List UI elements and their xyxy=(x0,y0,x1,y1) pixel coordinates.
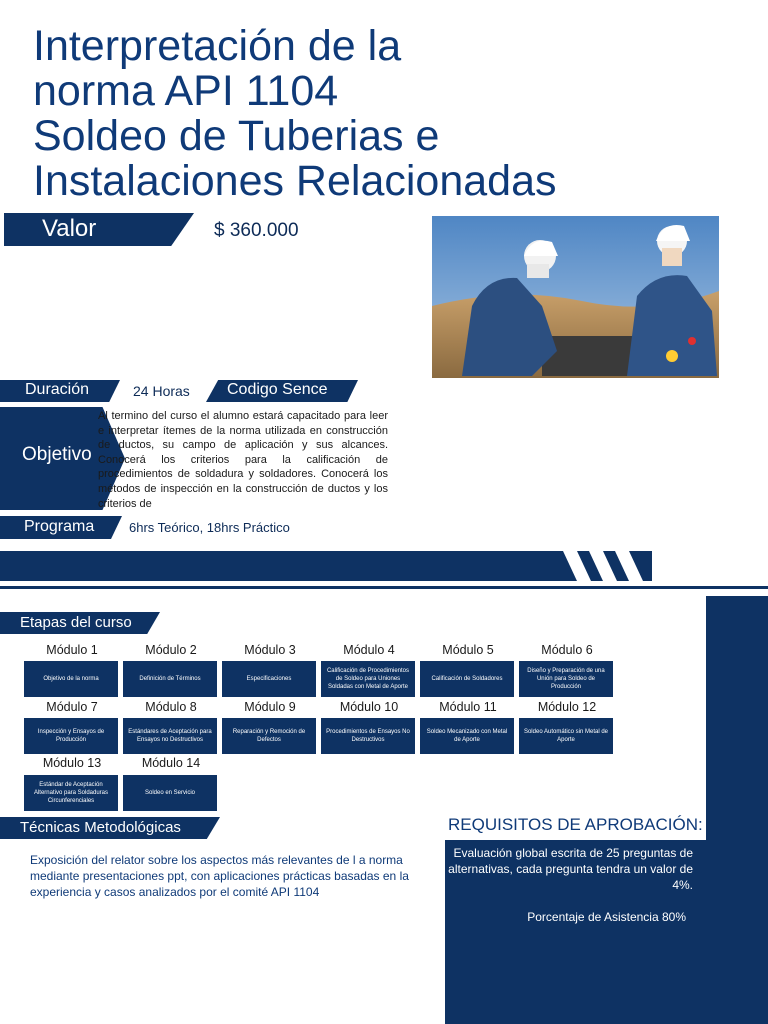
duracion-label: Duración xyxy=(25,381,90,398)
module-label: Módulo 4 xyxy=(343,643,395,657)
title-line-1: Interpretación de la xyxy=(33,22,402,70)
module-box: Procedimientos de Ensayos No Destructivos xyxy=(321,718,415,754)
title-line-4: Instalaciones Relacionadas xyxy=(33,157,557,205)
duracion-value: 24 Horas xyxy=(133,383,190,399)
title-line-3: Soldeo de Tuberias e xyxy=(33,112,440,160)
requisitos-attendance: Porcentaje de Asistencia 80% xyxy=(527,910,686,924)
tecnicas-text: Exposición del relator sobre los aspectos más relevantes de l a norma mediante presentaciones ppt, con aplicaciones prácticas basadas en la experiencia y casos analizados por el comité API 1104 xyxy=(30,853,409,899)
module-label: Módulo 3 xyxy=(244,643,296,657)
right-sidebar-band xyxy=(706,596,768,1024)
course-title xyxy=(33,24,733,204)
module-label: Módulo 12 xyxy=(537,700,597,714)
module-label: Módulo 8 xyxy=(145,700,197,714)
module-box: Estándar de Aceptación Alternativo para Soldaduras Circunferenciales xyxy=(24,775,118,811)
valor-label: Valor xyxy=(42,215,97,242)
welders-photo xyxy=(432,216,719,378)
module-label: Módulo 5 xyxy=(442,643,494,657)
module-box: Calificación de Procedimientos de Soldeo para Uniones Soldadas con Metal de Aporte xyxy=(321,661,415,697)
divider-band xyxy=(0,551,652,581)
module-label: Módulo 7 xyxy=(46,700,98,714)
module-box: Estándares de Aceptación para Ensayos no Destructivos xyxy=(123,718,217,754)
module-label: Módulo 10 xyxy=(339,700,399,714)
price-value: $ 360.000 xyxy=(214,220,299,241)
module-box: Soldeo Automático sin Metal de Aporte xyxy=(519,718,613,754)
module-box: Objetivo de la norma xyxy=(24,661,118,697)
module-label: Módulo 9 xyxy=(244,700,296,714)
module-box: Diseño y Preparación de una Unión para Soldeo de Producción xyxy=(519,661,613,697)
module-box: Soldeo Mecanizado con Metal de Aporte xyxy=(420,718,514,754)
valor-band xyxy=(4,213,194,246)
module-box: Especificaciones xyxy=(222,661,316,697)
module-box: Calificación de Soldadores xyxy=(420,661,514,697)
module-label: Módulo 13 xyxy=(42,756,102,770)
objetivo-label: Objetivo xyxy=(22,444,92,465)
module-label: Módulo 11 xyxy=(439,700,497,714)
module-label: Módulo 14 xyxy=(141,756,201,770)
objetivo-text: Al termino del curso el alumno estará capacitado para leer e interpretar ítemes de la norma utilizada en construcción de ductos, su campo de aplicación y sus alcances. Conocerá los criterios para la calificación de procedimientos de soldadura y soldadores. Conocerá los métodos de inspección en la construcción de ductos y los criterios de xyxy=(98,410,388,509)
tecnicas-label: Técnicas Metodológicas xyxy=(20,819,181,836)
programa-value: 6hrs Teórico, 18hrs Práctico xyxy=(129,520,290,535)
module-label: Módulo 6 xyxy=(541,643,593,657)
module-box: Inspección y Ensayos de Producción xyxy=(24,718,118,754)
module-box: Reparación y Remoción de Defectos xyxy=(222,718,316,754)
programa-label: Programa xyxy=(24,518,95,535)
etapas-label: Etapas del curso xyxy=(20,614,132,631)
divider-line xyxy=(0,586,768,589)
module-label: Módulo 2 xyxy=(145,643,197,657)
module-box: Definición de Términos xyxy=(123,661,217,697)
module-box: Soldeo en Servicio xyxy=(123,775,217,811)
title-line-2: norma API 1104 xyxy=(33,67,339,115)
sence-label: Codigo Sence xyxy=(227,381,328,398)
module-label: Módulo 1 xyxy=(46,643,98,657)
requisitos-title: REQUISITOS DE APROBACIÓN: xyxy=(448,815,703,834)
requisitos-evaluation: Evaluación global escrita de 25 preguntas de alternativas, cada pregunta tendra un valor de 4%. xyxy=(448,846,693,892)
